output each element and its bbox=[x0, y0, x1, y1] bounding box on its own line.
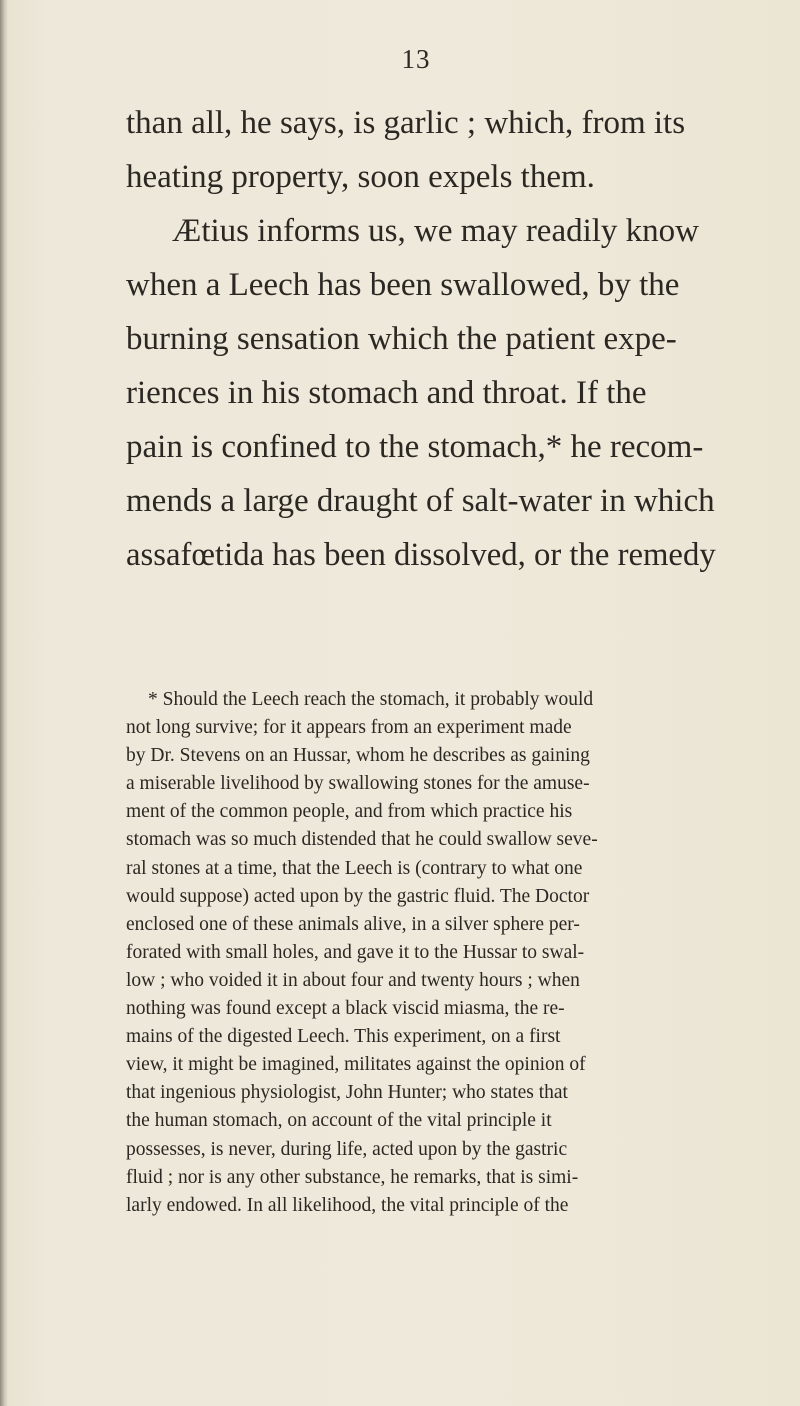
footnote-line: mains of the digested Leech. This experiment, on a first bbox=[126, 1026, 561, 1048]
text-line: heating property, soon expels them. bbox=[126, 159, 595, 195]
text-line: when a Leech has been swallowed, by the bbox=[126, 267, 680, 303]
footnote-line: not long survive; for it appears from an experiment made bbox=[126, 717, 572, 739]
footnote-line: would suppose) acted upon by the gastric fluid. The Doctor bbox=[126, 885, 590, 907]
footnote-line: * Should the Leech reach the stomach, it probably would bbox=[148, 689, 594, 710]
footnote-line: fluid ; nor is any other substance, he remarks, that is simi- bbox=[126, 1166, 579, 1188]
text-line: mends a large draught of salt-water in which bbox=[126, 483, 715, 519]
footnote-line: the human stomach, on account of the vital principle it bbox=[126, 1110, 552, 1132]
page-binding-edge bbox=[0, 0, 8, 1406]
footnote-line: ment of the common people, and from which practice his bbox=[126, 801, 573, 823]
footnote bbox=[126, 686, 718, 1220]
footnote-line: a miserable livelihood by swallowing stones for the amuse- bbox=[126, 773, 590, 795]
footnote-line: by Dr. Stevens on an Hussar, whom he describes as gaining bbox=[126, 745, 590, 767]
footnote-line: ral stones at a time, that the Leech is (contrary to what one bbox=[126, 857, 583, 879]
footnote-line: forated with small holes, and gave it to the Hussar to swal- bbox=[126, 941, 585, 963]
text-line: Ætius informs us, we may readily know bbox=[172, 213, 700, 249]
footnote-line: low ; who voided it in about four and twenty hours ; when bbox=[126, 969, 580, 991]
footnote-line: view, it might be imagined, militates against the opinion of bbox=[126, 1054, 586, 1076]
footnote-line: enclosed one of these animals alive, in a silver sphere per- bbox=[126, 913, 580, 935]
page-number: 13 bbox=[401, 44, 431, 74]
footnote-line: possesses, is never, during life, acted upon by the gastric bbox=[126, 1138, 568, 1160]
text-line: pain is confined to the stomach,* he recom- bbox=[126, 429, 704, 465]
footnote-line: that ingenious physiologist, John Hunter; who states that bbox=[126, 1082, 568, 1104]
text-line: than all, he says, is garlic ; which, from its bbox=[126, 105, 686, 141]
text-line: assafœtida has been dissolved, or the remedy bbox=[126, 537, 716, 573]
text-line: riences in his stomach and throat. If the bbox=[126, 375, 647, 411]
text-line: burning sensation which the patient expe- bbox=[126, 321, 677, 357]
footnote-line: nothing was found except a black viscid miasma, the re- bbox=[126, 998, 565, 1020]
main-text bbox=[126, 96, 716, 582]
footnote-line: stomach was so much distended that he could swallow seve- bbox=[126, 829, 598, 851]
footnote-line: larly endowed. In all likelihood, the vital principle of the bbox=[126, 1194, 569, 1216]
